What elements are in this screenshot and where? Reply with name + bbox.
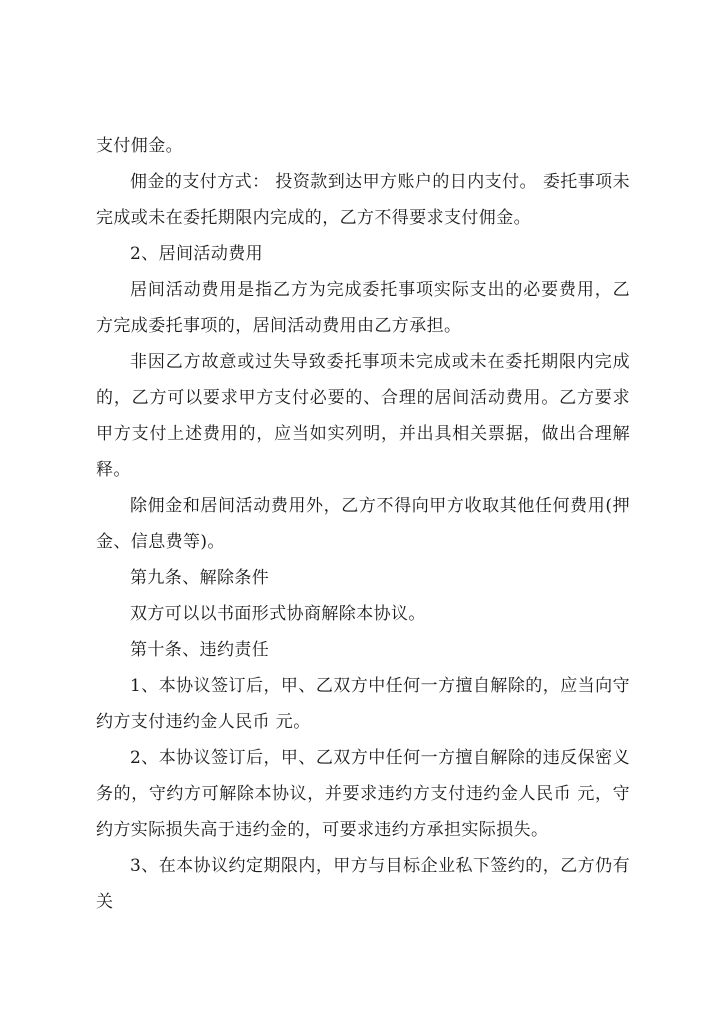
paragraph-termination: 双方可以以书面形式协商解除本协议。 [130,604,426,624]
heading-article-ten: 第十条、违约责任 [130,640,270,660]
heading-article-nine: 第九条、解除条件 [130,568,270,588]
paragraph-breach-clause-2: 2、本协议签订后，甲、乙双方中任何一方擅自解除的违反保密义务的，守约方可解除本协议，并要求违约方支付违约金人民币 元，守约方实际损失高于违约金的，可要求违约方承担实际损失。 [96,748,630,840]
heading-brokerage-expenses: 2、居间活动费用 [130,244,264,264]
paragraph-payment-continued: 支付佣金。 [96,136,183,156]
paragraph-no-other-fees: 除佣金和居间活动费用外，乙方不得向甲方收取其他任何费用(押金、信息费等)。 [96,496,630,552]
paragraph-breach-clause-3: 3、在本协议约定期限内，甲方与目标企业私下签约的，乙方仍有关 [96,856,630,912]
paragraph-brokerage-expenses-reimbursement: 非因乙方故意或过失导致委托事项未完成或未在委托期限内完成的，乙方可以要求甲方支付必要的、合理的居间活动费用。乙方要求甲方支付上述费用的，应当如实列明，并出具相关票据，做出合理解释。 [96,352,630,480]
paragraph-commission-payment-method: 佣金的支付方式： 投资款到达甲方账户的日内支付。 委托事项未完成或未在委托期限内完成的，乙方不得要求支付佣金。 [96,172,630,228]
paragraph-breach-clause-1: 1、本协议签订后，甲、乙双方中任何一方擅自解除的，应当向守约方支付违约金人民币 元。 [96,676,630,732]
document-body [96,128,630,920]
paragraph-brokerage-expenses-definition: 居间活动费用是指乙方为完成委托事项实际支出的必要费用，乙方完成委托事项的，居间活动费用由乙方承担。 [96,280,630,336]
